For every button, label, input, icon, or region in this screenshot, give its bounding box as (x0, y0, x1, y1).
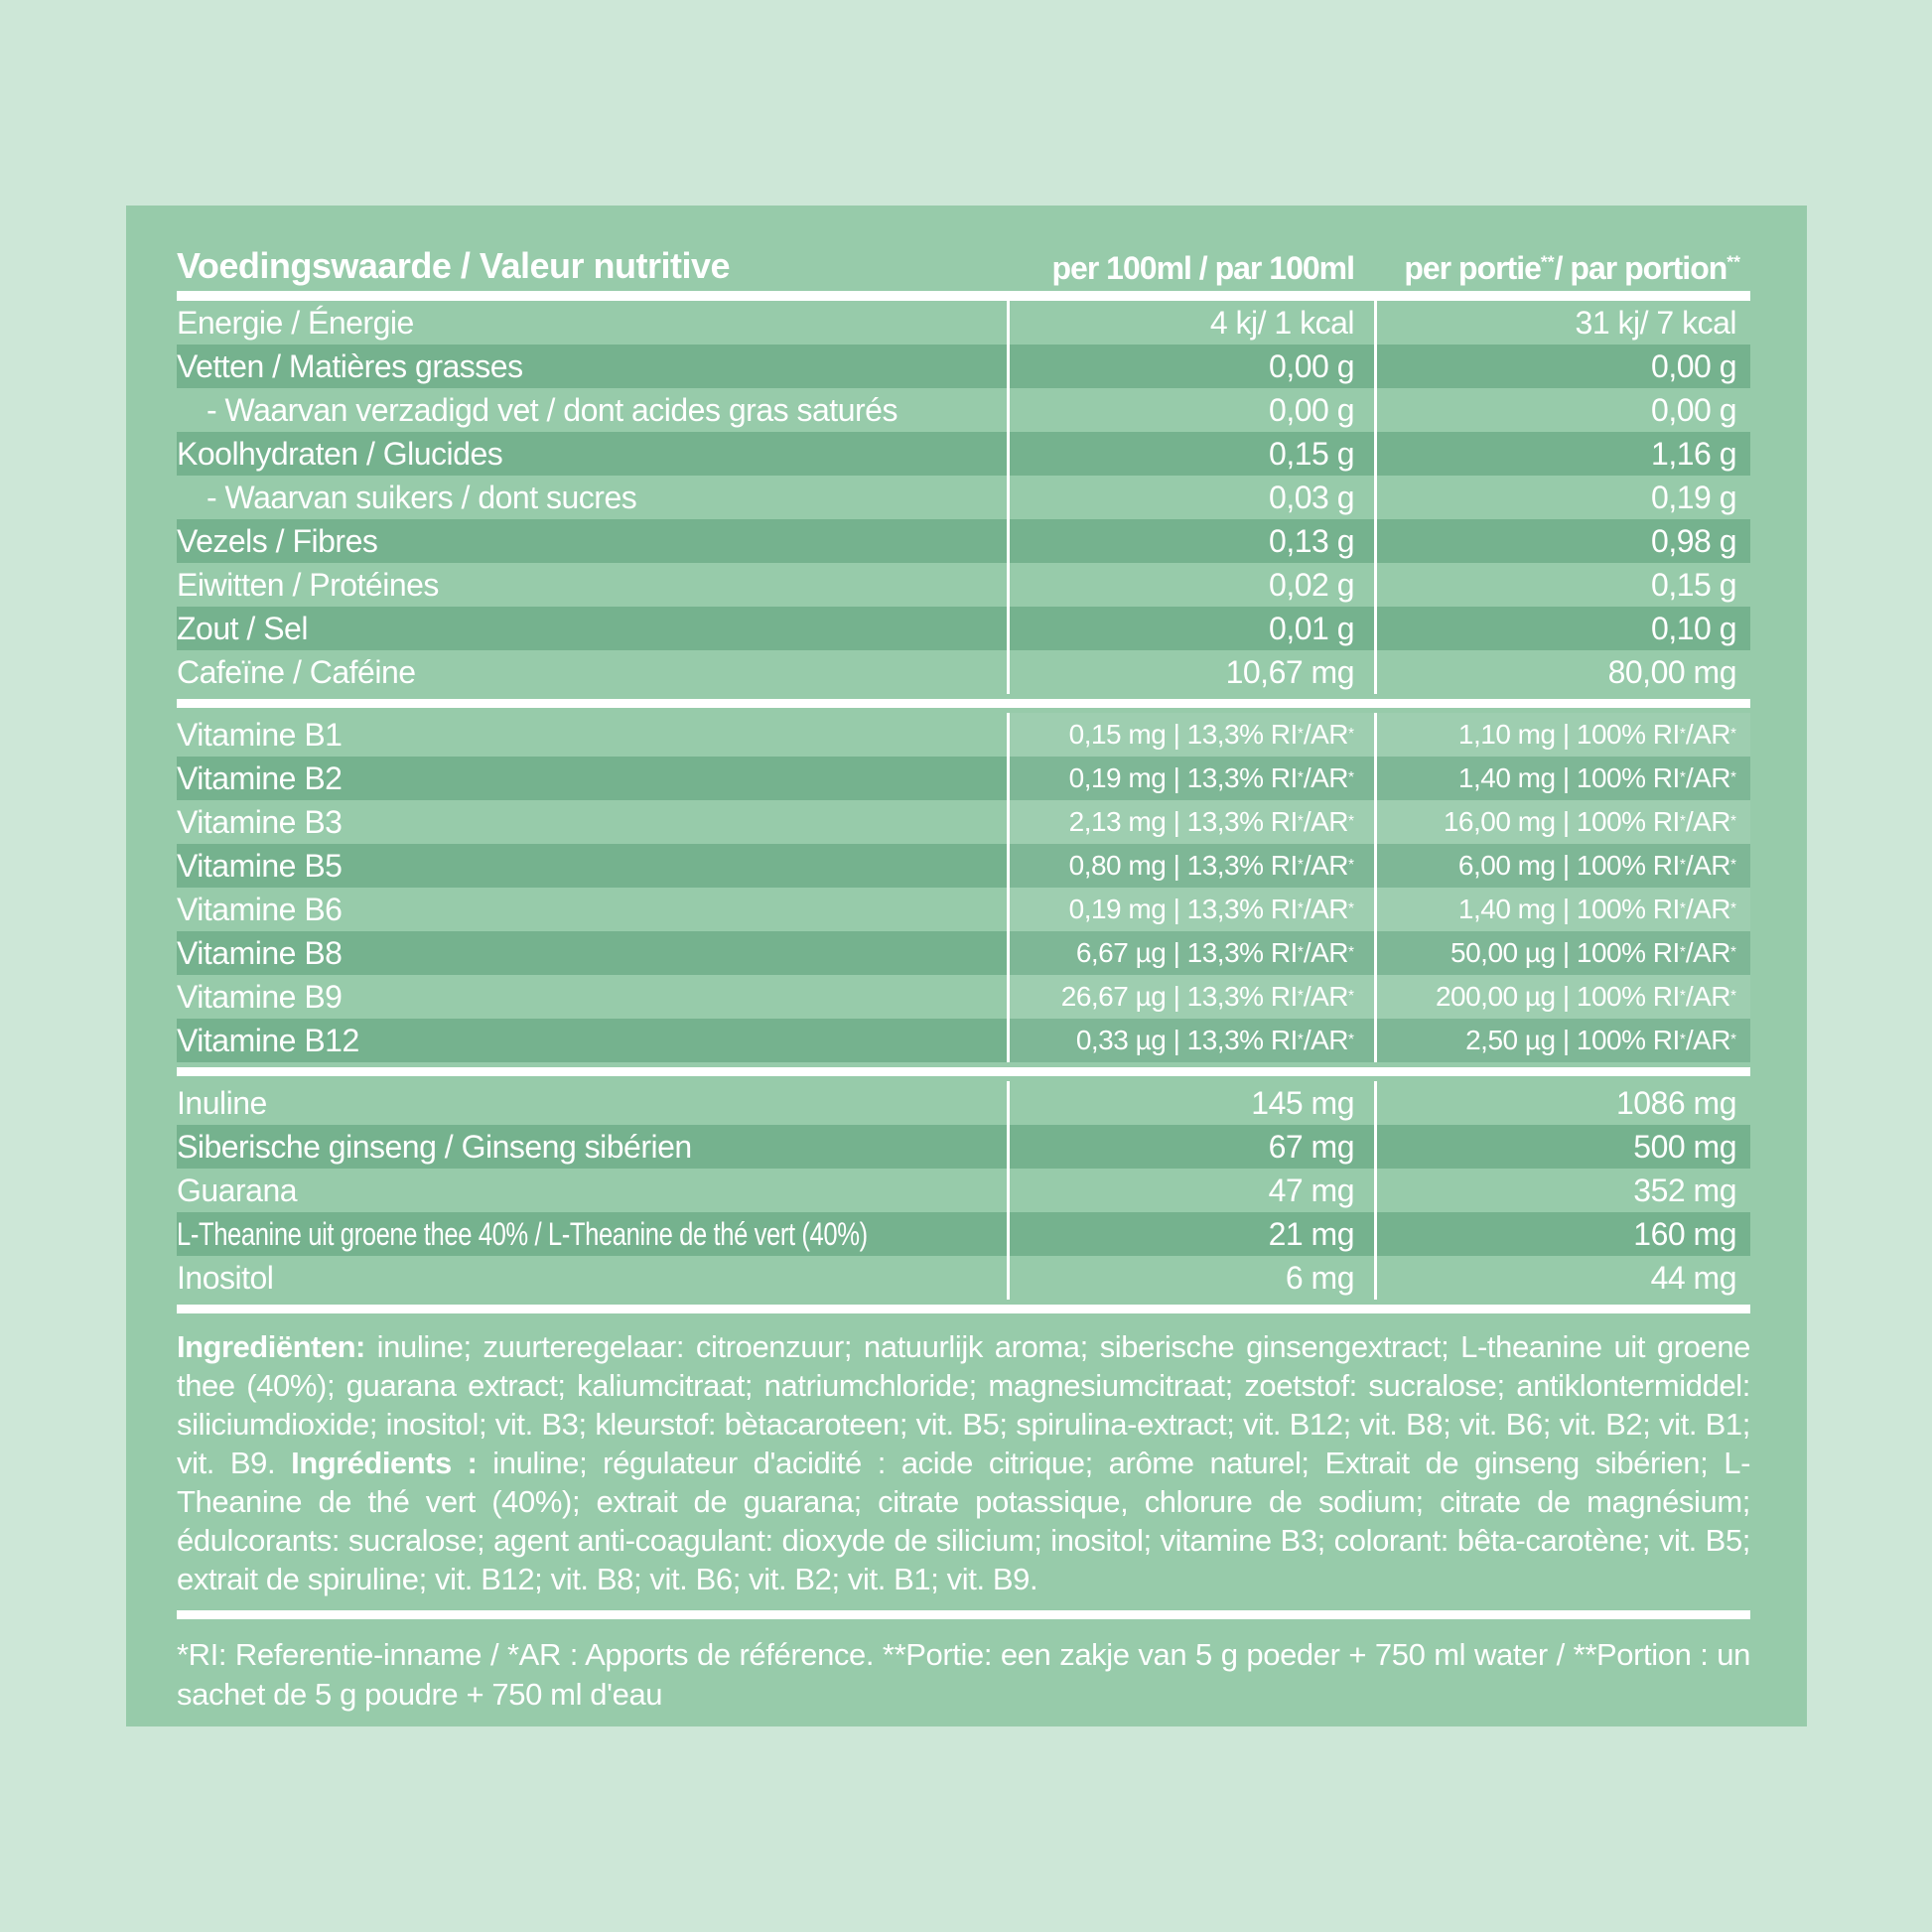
table-row (177, 1212, 1750, 1256)
section-divider (177, 1305, 1750, 1313)
value-per-portion: 50,00 µg | 100% RI * /AR * (1374, 931, 1750, 975)
value-per-portion: 44 mg (1374, 1256, 1750, 1300)
table-row (177, 432, 1750, 476)
row-label: Cafeïne / Caféine (177, 653, 416, 690)
value-per-portion: 1,40 mg | 100% RI * /AR * (1374, 888, 1750, 931)
row-label: Vitamine B6 (177, 891, 343, 927)
ingredients-paragraph (177, 1327, 1750, 1598)
value-per-100ml: 0,02 g (1007, 563, 1374, 607)
value-per-100ml: 0,00 g (1007, 388, 1374, 432)
table-row (177, 519, 1750, 563)
table-row (177, 1256, 1750, 1300)
value-per-portion: 352 mg (1374, 1169, 1750, 1212)
value-per-portion: 0,19 g (1374, 476, 1750, 519)
value-per-portion: 0,00 g (1374, 388, 1750, 432)
row-label: Vetten / Matières grasses (177, 347, 523, 384)
row-label: - Waarvan suikers / dont sucres (207, 479, 637, 515)
row-label: Vitamine B1 (177, 716, 343, 753)
row-label: Vezels / Fibres (177, 522, 378, 559)
value-per-100ml: 0,01 g (1007, 607, 1374, 650)
table-row (177, 650, 1750, 694)
value-per-100ml: 6 mg (1007, 1256, 1374, 1300)
footnote-text: *RI: Referentie-inname / *AR : Apports de référence. **Portie: een zakje van 5 g poeder + 750 ml water / **Portion : un sachet de 5 g poudre + 750 ml d'eau (177, 1637, 1750, 1712)
value-per-portion: 1086 mg (1374, 1081, 1750, 1125)
table-header (177, 233, 1750, 291)
nutrition-label-panel (126, 206, 1807, 1726)
table-row (177, 301, 1750, 345)
value-per-100ml: 0,80 mg | 13,3% RI * /AR * (1007, 844, 1374, 888)
table-row (177, 345, 1750, 388)
table-row (177, 388, 1750, 432)
table-row (177, 800, 1750, 844)
column-header-per-portion: per portie**/ par portion** (1404, 250, 1740, 286)
value-per-portion: 80,00 mg (1374, 650, 1750, 694)
value-per-portion: 0,10 g (1374, 607, 1750, 650)
table-row (177, 1169, 1750, 1212)
table-row (177, 1019, 1750, 1062)
row-label: Vitamine B9 (177, 978, 343, 1015)
row-label: Vitamine B12 (177, 1022, 359, 1058)
section-divider (177, 699, 1750, 708)
value-per-100ml: 21 mg (1007, 1212, 1374, 1256)
ingredients-text-nl: inuline; zuurteregelaar: citroenzuur; natuurlijk aroma; siberische ginsengextract; L-theanine uit groene thee (40%); guarana extract; kaliumcitraat; natriumchloride; magnesiumcitraat; zoetstof: sucralose; antiklontermiddel: siliciumdioxide; inositol; vit. B3; kleurstof: bètacaroteen; vit. B5; spirulina-extract; vit. B12; vit. B8; vit. B6; vit. B2; vit. B1; vit. B9. (177, 1329, 1750, 1480)
ingredients-text-fr: inuline; régulateur d'acidité : acide citrique; arôme naturel; Extrait de ginseng sibérien; L-Theanine de thé vert (40%); extrait de guarana; citrate potassique, chlorure de sodium; citrate de magnésium; édulcorants: sucralose; agent anti-coagulant: dioxyde de silicium; inositol; vitamine B3; colorant: bêta-carotène; vit. B5; extrait de spiruline; vit. B12; vit. B8; vit. B6; vit. B2; vit. B1; vit. B9. (177, 1446, 1750, 1596)
row-label: Vitamine B3 (177, 803, 343, 840)
row-label: Siberische ginseng / Ginseng sibérien (177, 1128, 692, 1165)
row-label: Vitamine B2 (177, 759, 343, 796)
macronutrients-section (177, 301, 1750, 694)
value-per-portion: 1,16 g (1374, 432, 1750, 476)
value-per-100ml: 0,15 mg | 13,3% RI * /AR * (1007, 713, 1374, 757)
value-per-100ml: 0,15 g (1007, 432, 1374, 476)
value-per-portion: 0,98 g (1374, 519, 1750, 563)
column-header-per-100ml: per 100ml / par 100ml (1051, 250, 1354, 286)
value-per-100ml: 4 kj/ 1 kcal (1007, 301, 1374, 345)
value-per-100ml: 26,67 µg | 13,3% RI * /AR * (1007, 975, 1374, 1019)
footnote-divider (177, 1610, 1750, 1619)
value-per-100ml: 0,03 g (1007, 476, 1374, 519)
row-label-text: L-Theanine uit groene thee 40% / L-Theanine de thé vert (40%) (177, 1215, 868, 1252)
value-per-portion: 16,00 mg | 100% RI * /AR * (1374, 800, 1750, 844)
table-row (177, 888, 1750, 931)
row-label: Energie / Énergie (177, 304, 414, 341)
value-per-100ml: 0,33 µg | 13,3% RI * /AR * (1007, 1019, 1374, 1062)
row-label: Inositol (177, 1259, 274, 1296)
row-label: - Waarvan verzadigd vet / dont acides gras saturés (207, 391, 897, 428)
row-label: Zout / Sel (177, 610, 308, 646)
value-per-100ml: 0,13 g (1007, 519, 1374, 563)
value-per-100ml: 67 mg (1007, 1125, 1374, 1169)
section-divider (177, 1067, 1750, 1076)
value-per-100ml: 10,67 mg (1007, 650, 1374, 694)
table-row (177, 844, 1750, 888)
row-label: Eiwitten / Protéines (177, 566, 439, 603)
table-row (177, 1125, 1750, 1169)
row-label: Koolhydraten / Glucides (177, 435, 503, 472)
row-label: Guarana (177, 1172, 298, 1208)
value-per-portion: 160 mg (1374, 1212, 1750, 1256)
table-row (177, 713, 1750, 757)
table-row (177, 563, 1750, 607)
value-per-100ml: 0,19 mg | 13,3% RI * /AR * (1007, 757, 1374, 800)
table-title: Voedingswaarde / Valeur nutritive (177, 245, 731, 286)
value-per-100ml: 0,00 g (1007, 345, 1374, 388)
value-per-portion: 0,15 g (1374, 563, 1750, 607)
table-row (177, 1081, 1750, 1125)
value-per-portion: 31 kj/ 7 kcal (1374, 301, 1750, 345)
value-per-portion: 2,50 µg | 100% RI * /AR * (1374, 1019, 1750, 1062)
row-label: Vitamine B8 (177, 934, 343, 971)
value-per-portion: 1,40 mg | 100% RI * /AR * (1374, 757, 1750, 800)
row-label: Inuline (177, 1084, 267, 1121)
vitamins-section (177, 713, 1750, 1062)
value-per-100ml: 6,67 µg | 13,3% RI * /AR * (1007, 931, 1374, 975)
value-per-100ml: 2,13 mg | 13,3% RI * /AR * (1007, 800, 1374, 844)
value-per-portion: 6,00 mg | 100% RI * /AR * (1374, 844, 1750, 888)
value-per-portion: 1,10 mg | 100% RI * /AR * (1374, 713, 1750, 757)
value-per-100ml: 47 mg (1007, 1169, 1374, 1212)
row-label (177, 1216, 1007, 1253)
table-row (177, 931, 1750, 975)
ingredients-label-fr: Ingrédients : (291, 1446, 478, 1480)
table-row (177, 975, 1750, 1019)
value-per-portion: 500 mg (1374, 1125, 1750, 1169)
value-per-100ml: 0,19 mg | 13,3% RI * /AR * (1007, 888, 1374, 931)
row-label: Vitamine B5 (177, 847, 343, 884)
header-divider (177, 291, 1750, 301)
ingredients-label-nl: Ingrediënten: (177, 1329, 365, 1364)
value-per-portion: 0,00 g (1374, 345, 1750, 388)
table-row (177, 757, 1750, 800)
botanicals-section (177, 1081, 1750, 1300)
table-row (177, 476, 1750, 519)
table-row (177, 607, 1750, 650)
value-per-100ml: 145 mg (1007, 1081, 1374, 1125)
value-per-portion: 200,00 µg | 100% RI * /AR * (1374, 975, 1750, 1019)
